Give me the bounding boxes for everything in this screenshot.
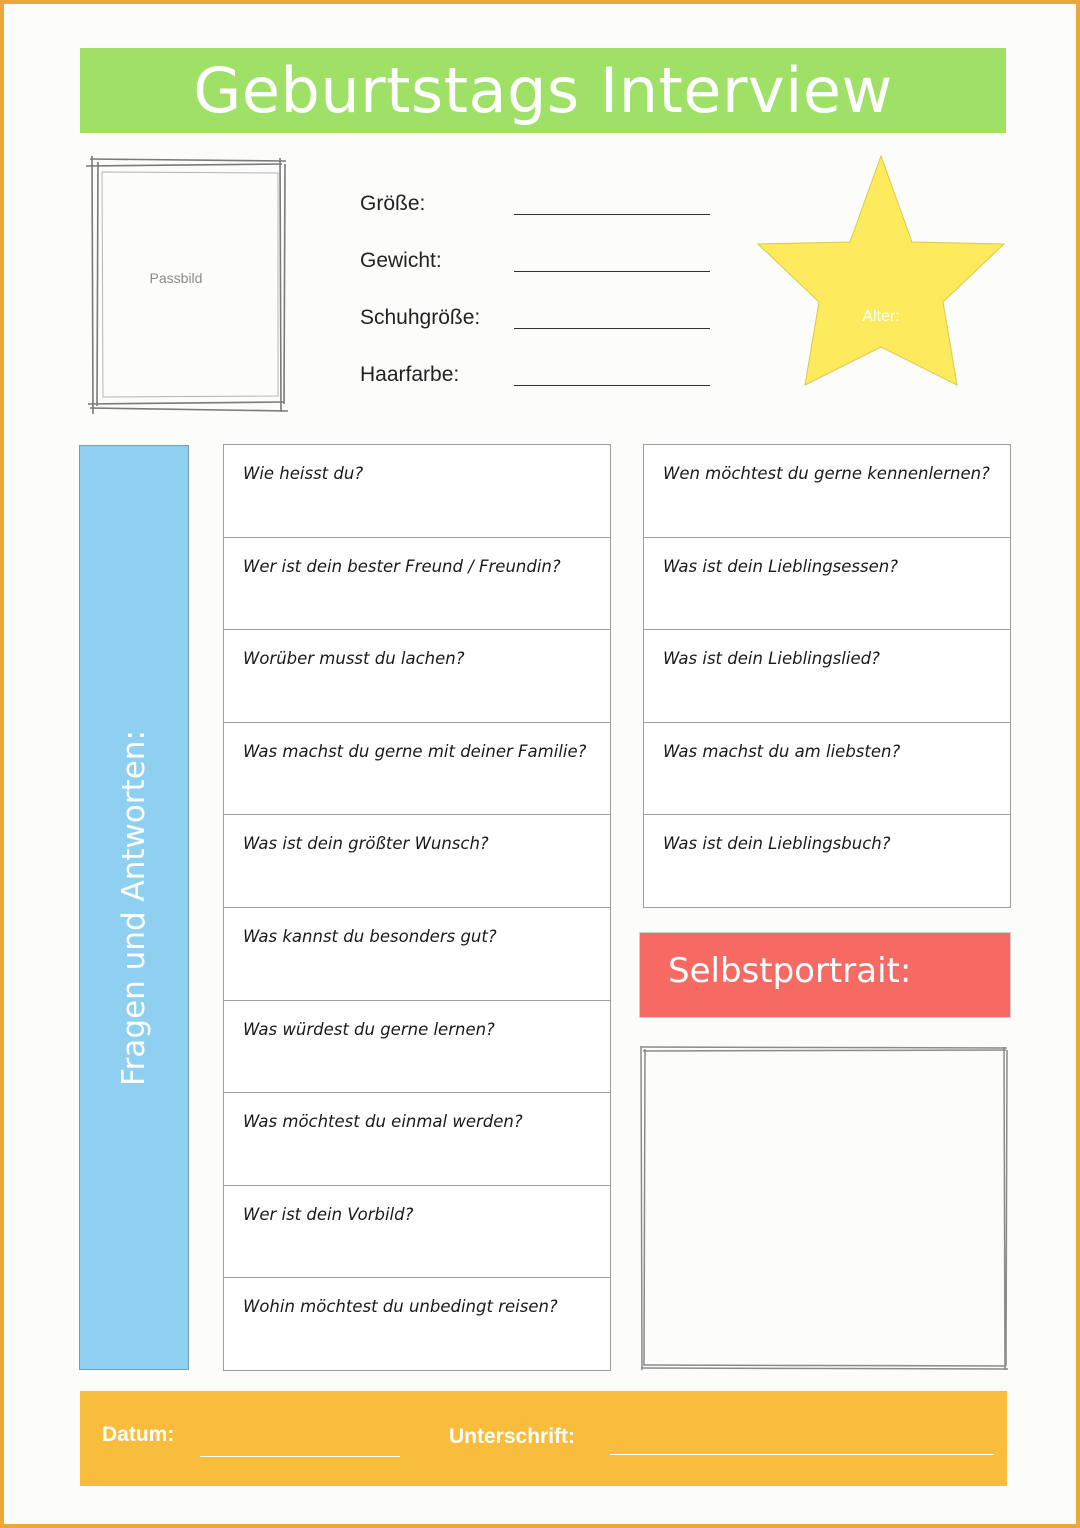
question-box[interactable] (643, 537, 1011, 631)
question-box[interactable] (223, 1000, 611, 1094)
question-box[interactable] (223, 1092, 611, 1186)
question-box[interactable] (223, 722, 611, 816)
question-box[interactable] (643, 629, 1011, 723)
answer-line[interactable] (514, 385, 710, 386)
sketch-frame (638, 1044, 1010, 1372)
question-text: Was machst du gerne mit deiner Familie? (243, 741, 587, 761)
question-text: Wen möchtest du gerne kennenlernen? (663, 464, 990, 483)
signature-label: Unterschrift: (449, 1425, 576, 1448)
self-portrait-label: Selbstportrait: (668, 951, 912, 991)
question-box[interactable] (643, 444, 1011, 538)
question-box[interactable] (223, 1277, 611, 1371)
question-box[interactable] (223, 814, 611, 908)
answer-line[interactable] (514, 328, 710, 329)
stat-row-hair-color (360, 357, 720, 414)
stat-row-weight (360, 243, 720, 300)
sidebar-label: Fragen und Antworten: (116, 729, 152, 1086)
stat-label: Schuhgröße: (360, 306, 481, 329)
stat-row-height (360, 186, 720, 243)
page-title: Geburtstags Interview (193, 54, 893, 127)
age-label: Alter: (862, 308, 900, 325)
photo-label: Passbild (149, 270, 203, 286)
stat-label: Größe: (360, 192, 426, 215)
questions-sidebar (79, 445, 189, 1370)
date-line[interactable] (200, 1456, 400, 1457)
title-banner (80, 48, 1006, 133)
question-text: Was möchtest du einmal werden? (243, 1112, 523, 1132)
question-box[interactable] (223, 537, 611, 631)
question-text: Was ist dein größter Wunsch? (243, 834, 489, 854)
age-star (756, 154, 1006, 388)
question-text: Was kannst du besonders gut? (243, 927, 497, 946)
question-text: Was machst du am liebsten? (663, 741, 901, 761)
question-box[interactable] (643, 814, 1011, 908)
passport-photo-frame (84, 156, 288, 414)
question-text: Worüber musst du lachen? (243, 649, 465, 669)
question-text: Wer ist dein bester Freund / Freundin? (243, 556, 561, 576)
question-box[interactable] (643, 722, 1011, 816)
star-icon (756, 154, 1006, 388)
question-text: Was ist dein Lieblingslied? (663, 649, 880, 669)
question-text: Wohin möchtest du unbedingt reisen? (243, 1297, 558, 1317)
self-portrait-header (639, 932, 1011, 1018)
question-box[interactable] (223, 907, 611, 1001)
question-box[interactable] (223, 444, 611, 538)
stat-label: Haarfarbe: (360, 363, 460, 386)
question-text: Wie heisst du? (243, 464, 364, 483)
stat-label: Gewicht: (360, 249, 442, 272)
question-box[interactable] (223, 1185, 611, 1279)
body-stats (360, 186, 720, 414)
date-label: Datum: (102, 1423, 175, 1446)
question-box[interactable] (223, 629, 611, 723)
self-portrait-drawing-area[interactable] (638, 1044, 1010, 1372)
question-text: Was würdest du gerne lernen? (243, 1019, 495, 1039)
question-text: Was ist dein Lieblingsbuch? (663, 834, 891, 854)
stat-row-shoe-size (360, 300, 720, 357)
question-text: Was ist dein Lieblingsessen? (663, 556, 898, 576)
answer-line[interactable] (514, 214, 710, 215)
question-text: Wer ist dein Vorbild? (243, 1204, 414, 1224)
answer-line[interactable] (514, 271, 710, 272)
footer-bar (80, 1391, 1007, 1486)
signature-line[interactable] (610, 1454, 994, 1455)
